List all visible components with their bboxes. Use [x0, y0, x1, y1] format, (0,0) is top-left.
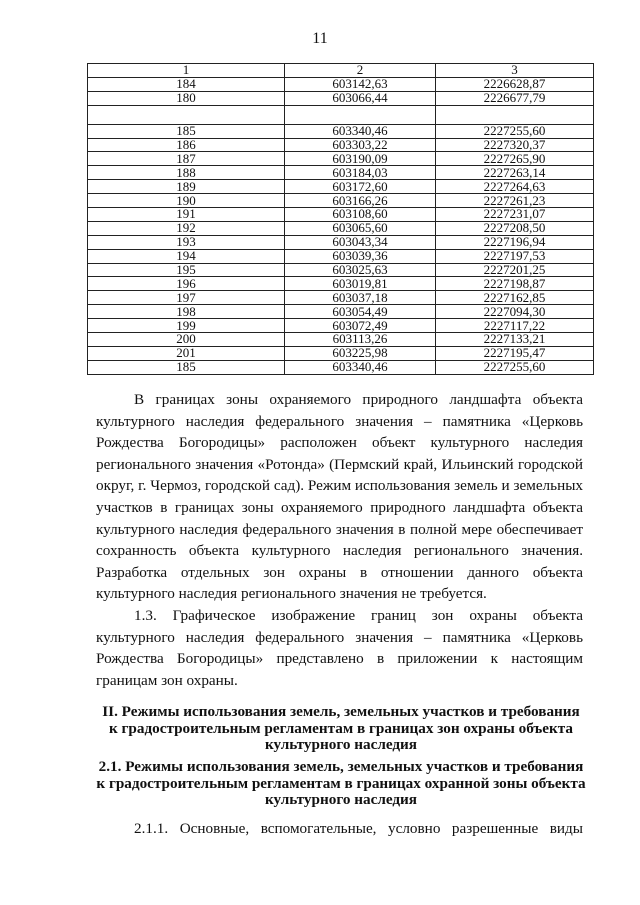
cell-x: 603043,34 — [285, 235, 436, 249]
cell-x: 603019,81 — [285, 277, 436, 291]
cell-y: 2227198,87 — [436, 277, 594, 291]
cell-y: 2227162,85 — [436, 291, 594, 305]
table-cell — [436, 105, 594, 124]
cell-x: 603108,60 — [285, 208, 436, 222]
cell-point: 184 — [88, 77, 285, 91]
table-row — [88, 124, 594, 138]
cell-x: 603113,26 — [285, 333, 436, 347]
cell-x: 603303,22 — [285, 138, 436, 152]
cell-point: 196 — [88, 277, 285, 291]
cell-x: 603184,03 — [285, 166, 436, 180]
column-header-y: 3 — [436, 64, 594, 78]
cell-y: 2227195,47 — [436, 346, 594, 360]
table-cell — [88, 105, 285, 124]
cell-y: 2227196,94 — [436, 235, 594, 249]
cell-y: 2227201,25 — [436, 263, 594, 277]
cell-point: 187 — [88, 152, 285, 166]
table-row — [88, 194, 594, 208]
cell-x: 603166,26 — [285, 194, 436, 208]
cell-point: 194 — [88, 249, 285, 263]
table-row — [88, 180, 594, 194]
cell-point: 192 — [88, 221, 285, 235]
cell-x: 603054,49 — [285, 305, 436, 319]
cell-y: 2226677,79 — [436, 91, 594, 105]
cell-x: 603340,46 — [285, 360, 436, 374]
cell-y: 2227231,07 — [436, 208, 594, 222]
cell-x: 603025,63 — [285, 263, 436, 277]
paragraph-rotonda: В границах зоны охраняемого природного ландшафта объекта культурного наследия федерального значения – памятника «Церковь Рождества Богородицы» расположен объект культурного наследия регионального значения «Ротонда» (Пермский край, Ильинский городской округ, г. Чермоз, городской сад). Режим использования земель и земельных участков в границах зоны охраняемого природного ландшафта объекта культурного наследия федерального значения в полной мере обеспечивает сохранность объекта культурного наследия регионального значения. Разработка отдельных зон охраны в отношении данного объекта культурного наследия регионального значения не требуется. — [96, 391, 583, 603]
cell-y: 2227208,50 — [436, 221, 594, 235]
cell-x: 603172,60 — [285, 180, 436, 194]
table-header-row — [88, 64, 594, 78]
cell-point: 185 — [88, 360, 285, 374]
cell-x: 603065,60 — [285, 221, 436, 235]
table-cell — [285, 105, 436, 124]
page-number: 11 — [312, 30, 328, 47]
cell-x: 603190,09 — [285, 152, 436, 166]
cell-point: 180 — [88, 91, 285, 105]
table-row — [88, 91, 594, 105]
body-text-bottom — [96, 818, 583, 840]
cell-point: 195 — [88, 263, 285, 277]
cell-y: 2226628,87 — [436, 77, 594, 91]
cell-y: 2227255,60 — [436, 360, 594, 374]
table-row — [88, 305, 594, 319]
cell-point: 197 — [88, 291, 285, 305]
cell-point: 201 — [88, 346, 285, 360]
cell-point: 198 — [88, 305, 285, 319]
table-row — [88, 152, 594, 166]
coordinates-table — [87, 63, 594, 375]
cell-point: 186 — [88, 138, 285, 152]
cell-point: 199 — [88, 319, 285, 333]
cell-y: 2227320,37 — [436, 138, 594, 152]
table-row — [88, 235, 594, 249]
cell-y: 2227117,22 — [436, 319, 594, 333]
table-row — [88, 249, 594, 263]
cell-y: 2227261,23 — [436, 194, 594, 208]
cell-point: 193 — [88, 235, 285, 249]
cell-point: 190 — [88, 194, 285, 208]
column-header-point: 1 — [88, 64, 285, 78]
column-header-x: 2 — [285, 64, 436, 78]
cell-x: 603066,44 — [285, 91, 436, 105]
cell-point: 185 — [88, 124, 285, 138]
table-row — [88, 138, 594, 152]
paragraph-2-1-1: 2.1.1. Основные, вспомогательные, условно разрешенные виды — [134, 820, 583, 837]
table-row — [88, 360, 594, 374]
table-row — [88, 77, 594, 91]
cell-x: 603039,36 — [285, 249, 436, 263]
table-row — [88, 221, 594, 235]
cell-x: 603142,63 — [285, 77, 436, 91]
body-text — [96, 389, 583, 691]
cell-point: 188 — [88, 166, 285, 180]
cell-point: 191 — [88, 208, 285, 222]
cell-x: 603225,98 — [285, 346, 436, 360]
cell-x: 603072,49 — [285, 319, 436, 333]
cell-y: 2227255,60 — [436, 124, 594, 138]
table-row — [88, 166, 594, 180]
section-heading-2-1: 2.1. Режимы использования земель, земельных участков и требования к градостроительным регламентам в границах охранной зоны объекта культурного наследия — [96, 758, 586, 808]
cell-y: 2227263,14 — [436, 166, 594, 180]
table-blank-row — [88, 105, 594, 124]
cell-y: 2227197,53 — [436, 249, 594, 263]
section-heading-2: II. Режимы использования земель, земельных участков и требования к градостроительным регламентам в границах зон охраны объекта культурного наследия — [102, 703, 580, 753]
table-row — [88, 208, 594, 222]
cell-y: 2227133,21 — [436, 333, 594, 347]
cell-x: 603340,46 — [285, 124, 436, 138]
cell-y: 2227094,30 — [436, 305, 594, 319]
cell-point: 200 — [88, 333, 285, 347]
table-row — [88, 263, 594, 277]
cell-y: 2227264,63 — [436, 180, 594, 194]
cell-point: 189 — [88, 180, 285, 194]
table-row — [88, 333, 594, 347]
table-row — [88, 346, 594, 360]
table-row — [88, 291, 594, 305]
table-row — [88, 319, 594, 333]
paragraph-1-3: 1.3. Графическое изображение границ зон охраны объекта культурного наследия федерального значения – памятника «Церковь Рождества Богородицы» представлено в приложении к настоящим границам зон охраны. — [96, 606, 583, 689]
cell-y: 2227265,90 — [436, 152, 594, 166]
table-row — [88, 277, 594, 291]
cell-x: 603037,18 — [285, 291, 436, 305]
